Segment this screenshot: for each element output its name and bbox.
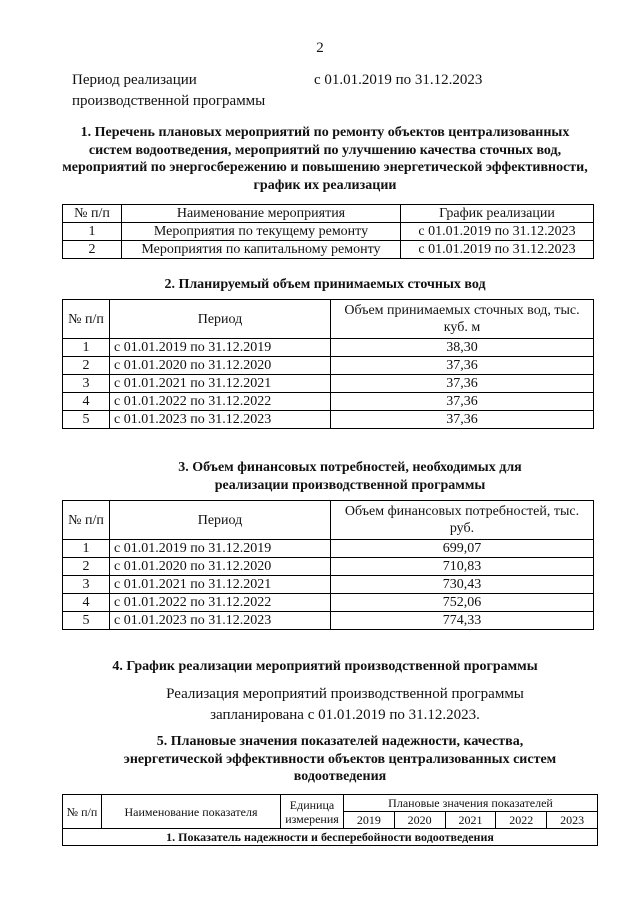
- col-header-num: № п/п: [63, 300, 110, 339]
- page-number: 2: [316, 40, 324, 56]
- cell-schedule: с 01.01.2019 по 31.12.2023: [401, 223, 594, 241]
- table-row: [63, 576, 594, 594]
- cell-period: с 01.01.2019 по 31.12.2019: [110, 540, 331, 558]
- cell-finance: 730,43: [331, 576, 594, 594]
- cell-num: 1: [63, 339, 110, 357]
- col-header-planned-values: Плановые значения показателей: [344, 795, 598, 812]
- col-header-num: № п/п: [63, 795, 102, 829]
- cell-finance: 710,83: [331, 558, 594, 576]
- cell-num: 5: [63, 612, 110, 630]
- col-header-volume: Объем принимаемых сточных вод, тыс. куб. м: [331, 300, 594, 339]
- cell-period: с 01.01.2020 по 31.12.2020: [110, 357, 331, 375]
- cell-finance: 699,07: [331, 540, 594, 558]
- table-row: [63, 223, 594, 241]
- section4-title: 4. График реализации мероприятий производственной программы: [112, 659, 538, 674]
- cell-num: 1: [63, 223, 122, 241]
- col-header-year: 2023: [547, 812, 598, 829]
- col-header-year: 2021: [445, 812, 496, 829]
- cell-schedule: с 01.01.2019 по 31.12.2023: [401, 241, 594, 259]
- cell-num: 3: [63, 375, 110, 393]
- cell-measure: Мероприятия по капитальному ремонту: [122, 241, 401, 259]
- col-header-year: 2020: [394, 812, 445, 829]
- col-header-year: 2022: [496, 812, 547, 829]
- cell-num: 1: [63, 540, 110, 558]
- section2-title: 2. Планируемый объем принимаемых сточных вод: [164, 277, 486, 292]
- cell-measure: Мероприятия по текущему ремонту: [122, 223, 401, 241]
- col-header-schedule: График реализации: [401, 205, 594, 223]
- section3-title: 3. Объем финансовых потребностей, необходимых для реализации производственной программы: [178, 460, 522, 493]
- cell-num: 3: [63, 576, 110, 594]
- table-section-row: [63, 829, 598, 846]
- cell-num: 5: [63, 411, 110, 429]
- table-row: [63, 393, 594, 411]
- col-header-year: 2019: [344, 812, 395, 829]
- col-header-period: Период: [110, 300, 331, 339]
- table-row: [63, 612, 594, 630]
- col-header-num: № п/п: [63, 501, 110, 540]
- program-period-value: с 01.01.2019 по 31.12.2023: [314, 72, 483, 88]
- cell-period: с 01.01.2023 по 31.12.2023: [110, 411, 331, 429]
- table-header-row: [63, 300, 594, 339]
- cell-period: с 01.01.2022 по 31.12.2022: [110, 393, 331, 411]
- col-header-measure: Наименование мероприятия: [122, 205, 401, 223]
- cell-volume: 38,30: [331, 339, 594, 357]
- cell-period: с 01.01.2021 по 31.12.2021: [110, 576, 331, 594]
- cell-num: 4: [63, 393, 110, 411]
- table-header-row: [63, 501, 594, 540]
- table-header-row: [63, 205, 594, 223]
- section5-table: [62, 794, 598, 846]
- cell-period: с 01.01.2020 по 31.12.2020: [110, 558, 331, 576]
- table-row: [63, 241, 594, 259]
- table-row: [63, 339, 594, 357]
- section3-table: [62, 500, 594, 630]
- cell-finance: 774,33: [331, 612, 594, 630]
- col-header-finance: Объем финансовых потребностей, тыс. руб.: [331, 501, 594, 540]
- subsection-title: 1. Показатель надежности и бесперебойности водоотведения: [63, 829, 598, 846]
- cell-period: с 01.01.2022 по 31.12.2022: [110, 594, 331, 612]
- cell-num: 2: [63, 357, 110, 375]
- table-row: [63, 558, 594, 576]
- section1-title: 1. Перечень плановых мероприятий по ремонту объектов централизованных систем водоотведения, мероприятий по улучшению качества сточных вод, мероприятий по энергосбережению и повышению энергетической эффективности, график их реализации: [62, 125, 588, 193]
- table-row: [63, 375, 594, 393]
- section2-table: [62, 299, 594, 429]
- section1-table: [62, 204, 594, 259]
- cell-volume: 37,36: [331, 375, 594, 393]
- table-row: [63, 357, 594, 375]
- section4-text: Реализация мероприятий производственной программы запланирована с 01.01.2019 по 31.12.2023.: [166, 686, 524, 723]
- col-header-unit: Единица измерения: [281, 795, 344, 829]
- cell-num: 2: [63, 241, 122, 259]
- cell-num: 2: [63, 558, 110, 576]
- table-row: [63, 411, 594, 429]
- col-header-period: Период: [110, 501, 331, 540]
- cell-volume: 37,36: [331, 357, 594, 375]
- col-header-indicator: Наименование показателя: [102, 795, 281, 829]
- table-row: [63, 540, 594, 558]
- cell-volume: 37,36: [331, 393, 594, 411]
- cell-volume: 37,36: [331, 411, 594, 429]
- cell-period: с 01.01.2019 по 31.12.2019: [110, 339, 331, 357]
- cell-num: 4: [63, 594, 110, 612]
- section5-title: 5. Плановые значения показателей надежности, качества, энергетической эффективности объектов централизованных систем водоотведения: [123, 734, 557, 784]
- col-header-num: № п/п: [63, 205, 122, 223]
- program-period-label: Период реализации производственной программы: [72, 72, 266, 109]
- cell-period: с 01.01.2023 по 31.12.2023: [110, 612, 331, 630]
- table-header-row: [63, 795, 598, 812]
- cell-finance: 752,06: [331, 594, 594, 612]
- cell-period: с 01.01.2021 по 31.12.2021: [110, 375, 331, 393]
- table-row: [63, 594, 594, 612]
